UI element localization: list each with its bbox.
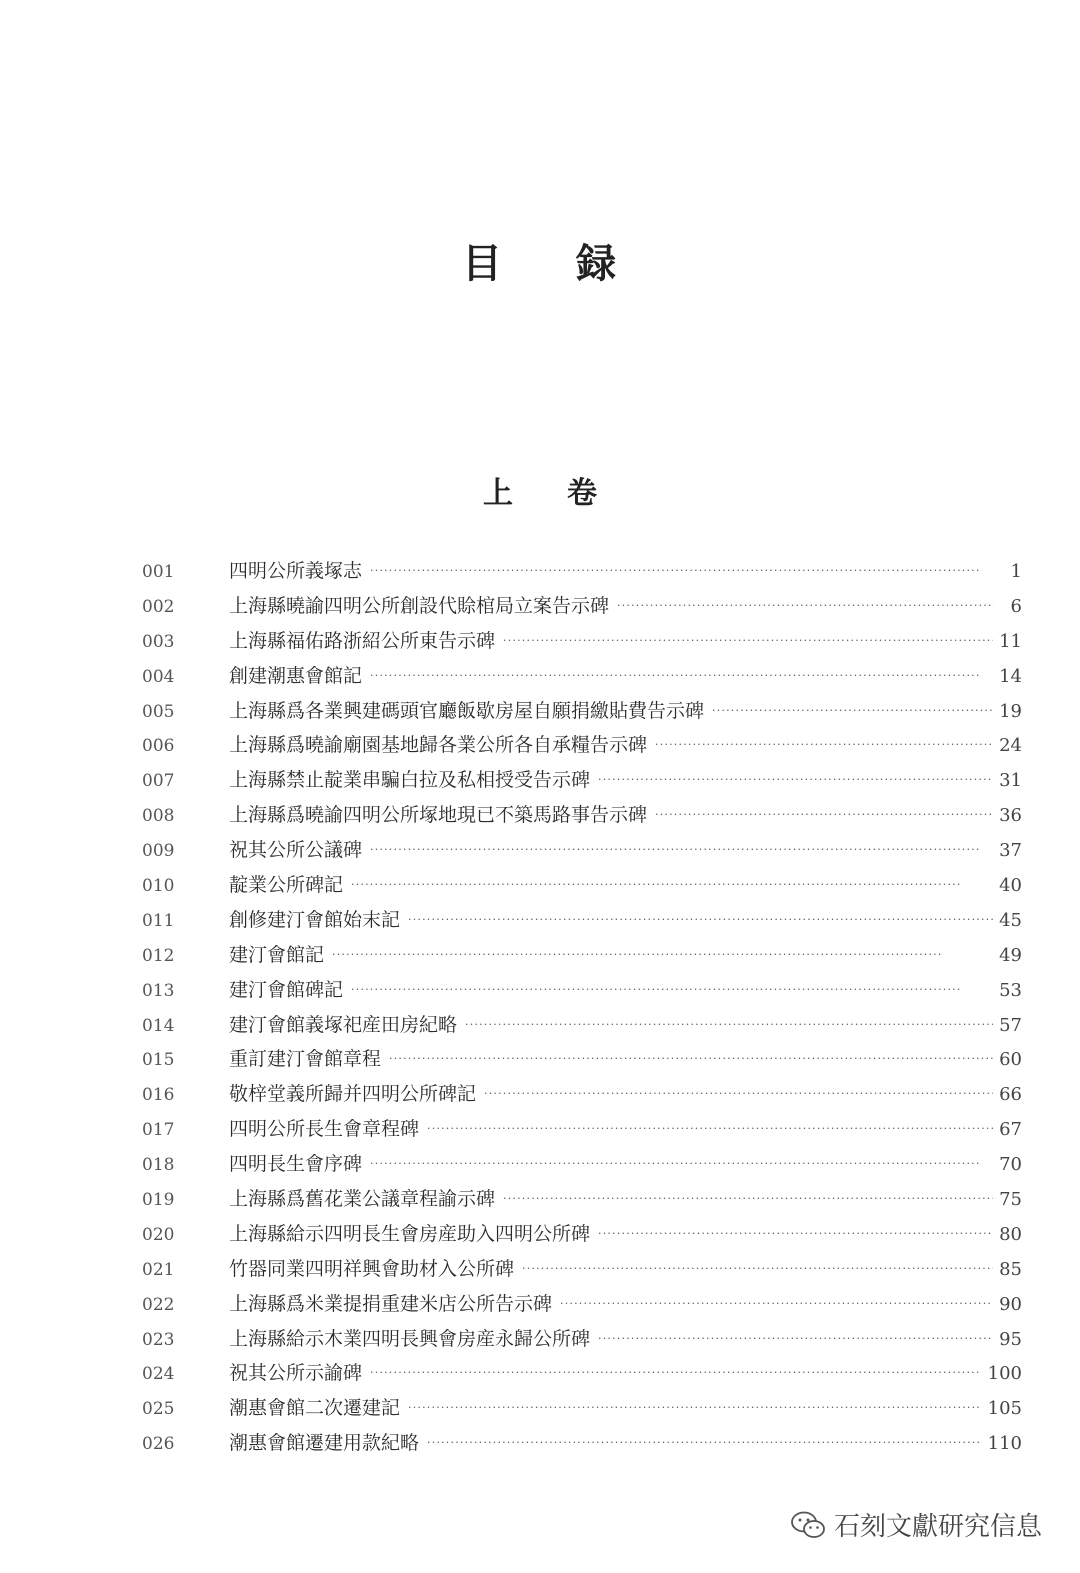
dot-leader — [484, 1087, 993, 1100]
toc-row — [142, 1324, 1022, 1359]
toc-title: 重訂建汀會館章程 — [229, 1048, 382, 1071]
toc-number: 007 — [142, 771, 175, 792]
toc-title: 四明公所長生會章程碑 — [229, 1118, 420, 1141]
toc-page: 110 — [987, 1433, 1022, 1455]
toc-title: 上海縣爲米業提捐重建米店公所告示碑 — [229, 1292, 553, 1315]
table-of-contents — [142, 556, 1022, 1463]
toc-row — [142, 905, 1022, 940]
toc-row — [142, 661, 1022, 696]
toc-row — [142, 1010, 1022, 1045]
toc-title: 建汀會館義塚祀産田房紀略 — [229, 1013, 458, 1036]
toc-number: 004 — [142, 666, 175, 687]
toc-page: 57 — [999, 1014, 1022, 1036]
toc-page: 19 — [999, 700, 1022, 722]
toc-page: 66 — [999, 1084, 1022, 1106]
toc-title: 潮惠會館遷建用款紀略 — [229, 1432, 420, 1455]
dot-leader — [560, 1297, 993, 1310]
toc-number: 009 — [142, 841, 175, 862]
toc-row — [142, 591, 1022, 626]
toc-page: 37 — [999, 840, 1022, 862]
toc-page: 95 — [999, 1328, 1022, 1350]
toc-page: 31 — [999, 770, 1022, 792]
dot-leader — [351, 983, 993, 996]
toc-number: 002 — [142, 596, 175, 617]
toc-page: 45 — [999, 909, 1022, 931]
toc-title: 祝其公所公議碑 — [229, 839, 363, 862]
toc-number: 013 — [142, 980, 175, 1001]
toc-number: 017 — [142, 1120, 175, 1141]
toc-title: 靛業公所碑記 — [229, 874, 344, 897]
toc-number: 001 — [142, 562, 175, 582]
title-char: 録 — [576, 240, 618, 287]
toc-title: 潮惠會館二次遷建記 — [229, 1397, 401, 1420]
watermark-text: 石刻文獻研究信息 — [833, 1512, 1042, 1542]
toc-page: 24 — [999, 735, 1022, 757]
toc-number: 025 — [142, 1399, 175, 1420]
toc-number: 010 — [142, 876, 175, 897]
toc-page: 75 — [999, 1189, 1022, 1211]
page-title — [0, 232, 1080, 289]
toc-title: 建汀會館碑記 — [229, 978, 344, 1001]
toc-number: 011 — [142, 910, 175, 931]
toc-row — [142, 1289, 1022, 1324]
toc-number: 006 — [142, 736, 175, 757]
toc-page: 6 — [1010, 595, 1022, 617]
toc-row — [142, 730, 1022, 765]
toc-row — [142, 696, 1022, 731]
dot-leader — [655, 808, 993, 821]
toc-row — [142, 1044, 1022, 1079]
toc-number: 014 — [142, 1015, 175, 1036]
toc-title: 四明公所義塚志 — [229, 560, 363, 582]
toc-row — [142, 1114, 1022, 1149]
volume-heading — [0, 468, 1080, 512]
toc-number: 026 — [142, 1434, 175, 1455]
dot-leader — [522, 1262, 993, 1275]
dot-leader — [370, 1157, 993, 1170]
toc-row — [142, 556, 1022, 591]
toc-number: 015 — [142, 1050, 175, 1071]
toc-page: 14 — [999, 665, 1022, 687]
toc-title: 四明長生會序碑 — [229, 1153, 363, 1176]
toc-number: 018 — [142, 1155, 175, 1176]
toc-title: 上海縣爲舊花業公議章程諭示碑 — [229, 1188, 496, 1211]
toc-page: 70 — [999, 1154, 1022, 1176]
dot-leader — [712, 704, 993, 717]
toc-page: 90 — [999, 1293, 1022, 1315]
volume-char: 卷 — [567, 476, 597, 511]
dot-leader — [598, 1332, 993, 1345]
dot-leader — [408, 1401, 982, 1414]
toc-title: 上海縣爲曉諭廟園基地歸各業公所各自承糧告示碑 — [229, 734, 648, 757]
toc-row — [142, 1184, 1022, 1219]
title-char: 目 — [462, 240, 504, 287]
dot-leader — [655, 738, 993, 751]
toc-number: 008 — [142, 806, 175, 827]
toc-row — [142, 870, 1022, 905]
dot-leader — [408, 913, 993, 926]
toc-page: 80 — [999, 1223, 1022, 1245]
toc-row — [142, 835, 1022, 870]
toc-number: 005 — [142, 701, 175, 722]
toc-row — [142, 800, 1022, 835]
toc-page: 67 — [999, 1119, 1022, 1141]
toc-number: 003 — [142, 631, 175, 652]
toc-page: 40 — [999, 875, 1022, 897]
toc-row — [142, 1219, 1022, 1254]
dot-leader — [389, 1052, 993, 1065]
wechat-icon — [790, 1510, 826, 1540]
toc-page: 100 — [987, 1363, 1022, 1385]
toc-number: 024 — [142, 1364, 175, 1385]
toc-row — [142, 1254, 1022, 1289]
volume-char: 上 — [483, 476, 513, 511]
dot-leader — [370, 564, 994, 577]
toc-number: 021 — [142, 1259, 175, 1280]
dot-leader — [617, 599, 994, 612]
toc-title: 建汀會館記 — [229, 943, 325, 966]
toc-number: 020 — [142, 1224, 175, 1245]
dot-leader — [598, 773, 993, 786]
dot-leader — [370, 669, 993, 682]
dot-leader — [351, 878, 993, 891]
toc-page: 60 — [999, 1049, 1022, 1071]
toc-row — [142, 975, 1022, 1010]
toc-page: 105 — [987, 1398, 1022, 1420]
toc-title: 創修建汀會館始末記 — [229, 908, 401, 931]
toc-title: 創建潮惠會館記 — [229, 664, 363, 687]
dot-leader — [503, 1192, 993, 1205]
toc-title: 上海縣爲各業興建碼頭官廳飯歇房屋自願捐繳貼費告示碑 — [229, 699, 705, 722]
toc-row — [142, 626, 1022, 661]
toc-number: 019 — [142, 1190, 175, 1211]
dot-leader — [332, 948, 993, 961]
toc-row — [142, 1358, 1022, 1393]
toc-title: 上海縣禁止靛業串騙白拉及私相授受告示碑 — [229, 769, 591, 792]
toc-number: 023 — [142, 1329, 175, 1350]
dot-leader — [465, 1018, 993, 1031]
toc-row — [142, 1393, 1022, 1428]
toc-row — [142, 765, 1022, 800]
toc-page: 11 — [999, 630, 1022, 652]
watermark — [790, 1506, 1042, 1543]
dot-leader — [370, 1366, 982, 1379]
toc-page: 1 — [1010, 561, 1022, 582]
toc-page: 49 — [999, 944, 1022, 966]
toc-page: 85 — [999, 1258, 1022, 1280]
dot-leader — [503, 634, 993, 647]
toc-row — [142, 940, 1022, 975]
toc-title: 竹器同業四明祥興會助材入公所碑 — [229, 1257, 515, 1280]
toc-number: 016 — [142, 1085, 175, 1106]
toc-title: 祝其公所示諭碑 — [229, 1362, 363, 1385]
dot-leader — [427, 1436, 982, 1449]
toc-title: 上海縣福佑路浙紹公所東告示碑 — [229, 629, 496, 652]
toc-page: 36 — [999, 805, 1022, 827]
toc-title: 敬梓堂義所歸并四明公所碑記 — [229, 1083, 477, 1106]
dot-leader — [598, 1227, 993, 1240]
toc-title: 上海縣爲曉諭四明公所塚地現已不築馬路事告示碑 — [229, 804, 648, 827]
toc-number: 012 — [142, 945, 175, 966]
toc-title: 上海縣曉諭四明公所創設代賒棺局立案告示碑 — [229, 594, 610, 617]
toc-row — [142, 1079, 1022, 1114]
dot-leader — [370, 843, 993, 856]
toc-title: 上海縣給示四明長生會房産助入四明公所碑 — [229, 1222, 591, 1245]
toc-row — [142, 1428, 1022, 1463]
dot-leader — [427, 1122, 993, 1135]
toc-page: 53 — [999, 979, 1022, 1001]
toc-row — [142, 1149, 1022, 1184]
toc-title: 上海縣給示木業四明長興會房産永歸公所碑 — [229, 1327, 591, 1350]
toc-number: 022 — [142, 1294, 175, 1315]
